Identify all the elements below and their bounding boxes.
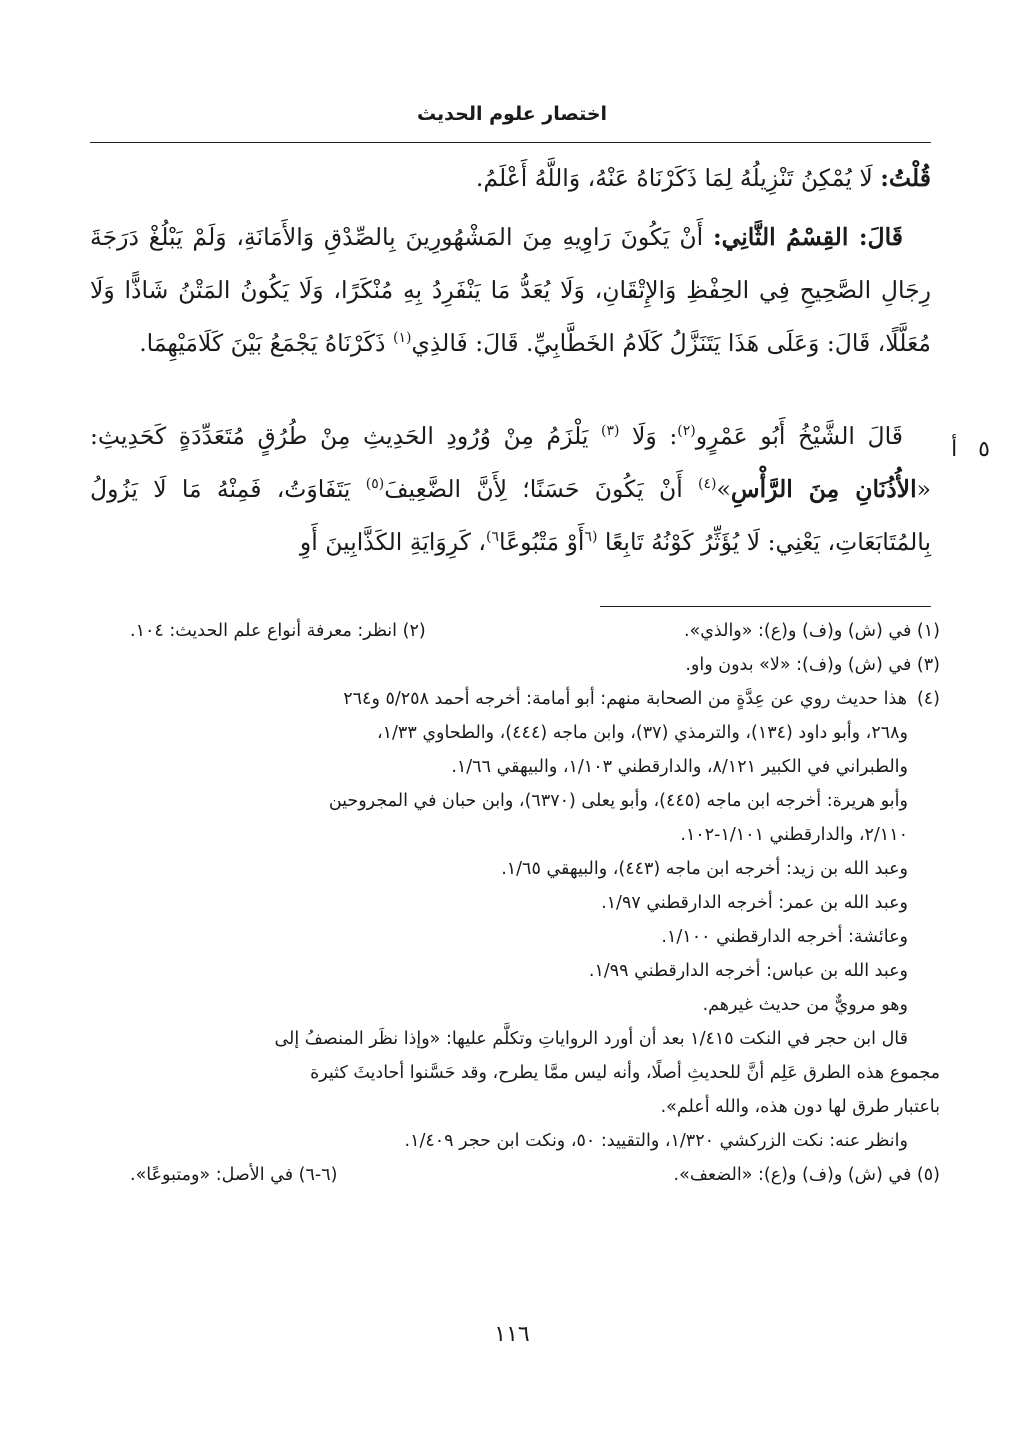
footnote-4-see-also: وانظر عنه: نكت الزركشي ١/٣٢٠، والتقييد: ٥٠، ونكت ابن حجر ١/٤٠٩. xyxy=(404,1131,908,1151)
footnote-row-5-6 xyxy=(90,1158,940,1192)
paragraph-3-part-2: : وَلَا xyxy=(619,422,678,450)
manuscript-folio-marker: ٥ أ xyxy=(951,437,990,462)
footnote-ref-4: (٤) xyxy=(698,476,717,493)
running-title: اختصار علوم الحديث xyxy=(416,103,608,125)
main-text xyxy=(90,152,931,569)
footnote-4-ibn-umar: وعبد الله بن عمر: أخرجه الدارقطني ١/٩٧. xyxy=(601,893,908,913)
paragraph-3-part-4: » xyxy=(716,475,731,503)
footnotes xyxy=(90,614,940,1192)
footnote-4-abu-hurayra-cont: ٢/١١٠، والدارقطني ١/١٠١-١٠٢. xyxy=(680,825,908,845)
page-number: ١١٦ xyxy=(494,1322,530,1347)
footnote-ref-6-open: (٦ xyxy=(584,529,598,546)
paragraph-3-part-8: ، كَرِوَايَةِ الكَذَّابِينَ أَوِ xyxy=(299,528,486,556)
footnote-ref-6-close: ٦) xyxy=(486,529,499,546)
footnote-4-line-3: والطبراني في الكبير ٨/١٢١، والدارقطني ١/١٠٣، والبيهقي ١/٦٦. xyxy=(451,757,908,777)
hadith-quote: الأُذُنَانِ مِنَ الرَّأْسِ xyxy=(730,475,917,503)
footnote-ref-5: (٥) xyxy=(365,476,385,493)
footnote-4-ibn-abbas: وعبد الله بن عباس: أخرجه الدارقطني ١/٩٩. xyxy=(588,961,908,981)
qultu-label: قُلْتُ: xyxy=(880,164,931,192)
footnote-2: (٢) انظر: معرفة أنواع علم الحديث: ١٠٤. xyxy=(130,621,426,641)
footnote-4-others: وهو مرويٌّ من حديث غيرهم. xyxy=(702,995,908,1015)
footnote-4-abu-hurayra: وأبو هريرة: أخرجه ابن ماجه (٤٤٥)، وأبو يعلى (٦٣٧٠)، وابن حبان في المجروحين xyxy=(328,791,908,811)
second-section-label: قَالَ: القِسْمُ الثَّانِي: xyxy=(712,223,903,251)
footnote-4-line-2: و٢٦٨، وأبو داود (١٣٤)، والترمذي (٣٧)، وابن ماجه (٤٤٤)، والطحاوي ١/٣٣، xyxy=(376,723,908,743)
paragraph-2 xyxy=(90,211,931,370)
footnote-row-1-2 xyxy=(90,614,940,648)
footnote-4-ibn-zayd: وعبد الله بن زيد: أخرجه ابن ماجه (٤٤٣)، والبيهقي ١/٦٥. xyxy=(501,859,908,879)
footnote-4 xyxy=(90,682,940,1158)
paragraph-1 xyxy=(90,152,931,205)
quote-line-2: مجموع هذه الطرق عَلِم أنَّ للحديثِ أصلًا، وأنه ليس ممَّا يطرح، وقد حَسَّنوا أحاديثَ كثيرة xyxy=(310,1063,940,1083)
quote-line-3: باعتبار طرق لها دون هذه، والله أعلم». xyxy=(660,1097,940,1117)
footnote-4-line-1: هذا حديث روي عن عِدَّةٍ من الصحابة منهم: أبو أمامة: أخرجه أحمد ٥/٢٥٨ و٢٦٤ xyxy=(343,689,907,709)
paragraph-3-part-6: يَتَفَاوَتُ، فَمِنْهُ مَا لَا يَزُولُ بِالمُتَابَعَاتِ، يَعْنِي: لَا يُؤَثِّرُ كَوْنُهُ تَابِعًا xyxy=(90,475,931,556)
footnote-rule xyxy=(600,606,931,607)
paragraph-1-text: لَا يُمْكِنُ تَنْزِيلُهُ لِمَا ذَكَرْنَاهُ عَنْهُ، وَاللَّهُ أَعْلَمُ. xyxy=(475,164,881,192)
quote-line-1: قال ابن حجر في النكت ١/٤١٥ بعد أن أورد الرواياتِ وتكلَّم عليها: «وإذا نظَر المنصفُ إلى xyxy=(274,1029,908,1049)
header-rule xyxy=(90,142,931,143)
footnote-1: (١) في (ش) و(ف) و(ع): «والذي». xyxy=(683,621,940,641)
paragraph-3-part-3: يَلْزَمُ مِنْ وُرُودِ الحَدِيثِ مِنْ طُرُقٍ مُتَعَدِّدَةٍ كَحَدِيثِ: « xyxy=(90,422,931,503)
paragraph-3-part-1: قَالَ الشَّيْخُ أَبُو عَمْرٍو xyxy=(695,422,903,450)
footnote-3: (٣) في (ش) و(ف): «لا» بدون واو. xyxy=(685,655,940,675)
paragraph-2-text: أَنْ يَكُونَ رَاوِيهِ مِنَ المَشْهُورِينَ بِالصِّدْقِ وَالأَمَانَةِ، وَلَمْ يَبْلُغْ دَرَجَةَ رِجَالِ الصَّحِيحِ فِي الحِفْظِ وَالإِتْقَانِ، وَلَا يُعَدُّ مَا يَنْفَرِدُ بِهِ مُنْكَرًا، وَلَا يَكُونُ المَتْنُ شَاذًّا وَلَا مُعَلَّلًا، قَالَ: وَعَلَى هَذَا يَتَنَزَّلُ كَلَامُ الخَطَّابِيِّ. قَالَ: فَالذِي xyxy=(90,223,931,357)
footnote-6: (٦-٦) في الأصل: «ومتبوعًا». xyxy=(130,1165,338,1185)
footnote-ref-2: (٢) xyxy=(677,423,696,440)
footnote-5: (٥) في (ش) و(ف) و(ع): «الضعف». xyxy=(673,1165,940,1185)
paragraph-2-text-end: ذَكَرْنَاهُ يَجْمَعُ بَيْنَ كَلَامَيْهِمَا. xyxy=(139,329,393,357)
footnote-ref-1: (١) xyxy=(392,330,412,347)
paragraph-3 xyxy=(90,410,931,569)
footnote-4-aisha: وعائشة: أخرجه الدارقطني ١/١٠٠. xyxy=(661,927,908,947)
footnote-4-number: (٤) xyxy=(916,689,940,709)
paragraph-3-part-5: أَنْ يَكُونَ حَسَنًا؛ لِأَنَّ الضَّعِيفَ xyxy=(384,475,699,503)
footnote-ref-3: (٣) xyxy=(600,423,620,440)
footnote-4-ibn-hajar-quote xyxy=(90,1022,940,1124)
paragraph-3-part-7: أَوْ مَتْبُوعًا xyxy=(499,528,585,556)
